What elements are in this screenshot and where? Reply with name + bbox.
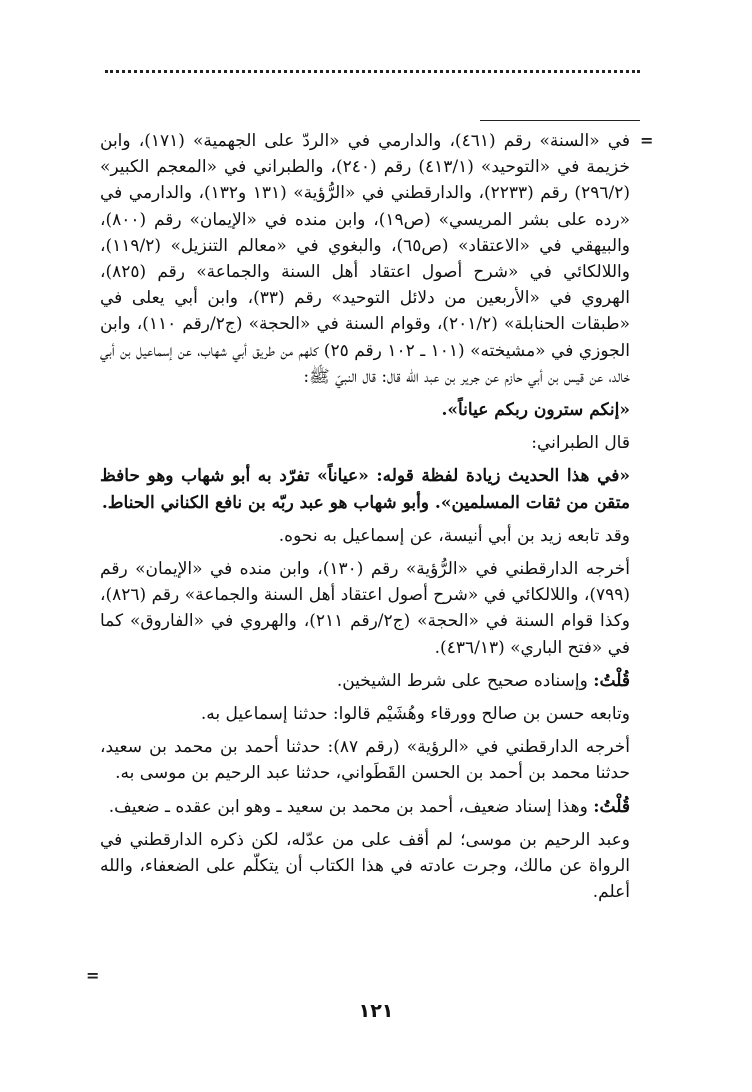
footnote-paragraph-5: وقد تابعه زيد بن أبي أنيسة، عن إسماعيل به نحوه. [278, 525, 630, 546]
footnote-paragraph-9: أخرجه الدارقطني في «الرؤية» (رقم ٨٧): حدثنا أحمد بن محمد بن سعيد، حدثنا محمد بن أحمد بن الحسن القَطَواني، حدثنا عبد الرحيم بن موسى به. [100, 737, 630, 784]
tabarani-quote: «في هذا الحديث زيادة لفظة قوله: «عياناً» تفرّد به أبو شهاب وهو حافظ متقن من ثقات المسلمين». وأبو شهاب هو عبد ربّه بن نافع الكناني الحناط. [100, 466, 630, 513]
footnote-body [100, 128, 630, 912]
footnote-paragraph-1: في «السنة» رقم (٤٦١)، والدارمي في «الردّ على الجهمية» (١٧١)، وابن خزيمة في «التوحيد» (٤١٣/١) رقم (٢٤٠)، والطبراني في «المعجم الكبير» (٢٩٦/٢) رقم (٢٢٣٣)، والدارقطني في «الرُّؤية» (١٣١ و١٣٢)، والدارمي في «رده على بشر المريسي» (ص١٩)، وابن منده في «الإيمان» رقم (٨٠٠)، والبيهقي في «الاعتقاد» (ص٦٥)، والبغوي في «معالم التنزيل» (١١٩/٢)، واللالكائي في «شرح أصول اعتقاد أهل السنة والجماعة» رقم (٨٢٥)، الهروي في «الأربعين من دلائل التوحيد» رقم (٣٣)، وابن أبي يعلى في «طبقات الحنابلة» (٢٠١/٢)، وقوام السنة في «الحجة» (ج٢/رقم ١١٠)، وابن الجوزي في «مشيخته» (١٠١ ـ ١٠٢ رقم ٢٥) كلهم من طريق أبي شهاب، عن إسماعيل بن أبي خالد، عن قيس بن أبي حازم عن جرير بن عبد الله قال: قال النبيّ ﷺ: [100, 131, 630, 387]
footnote-end-mark: = [86, 966, 100, 985]
qult-text: وهذا إسناد ضعيف، أحمد بن محمد بن سعيد ـ وهو ابن عقده ـ ضعيف. [108, 796, 594, 817]
footnote-paragraph-10 [100, 794, 630, 820]
qult-label: قُلْتُ: [593, 796, 630, 817]
footnote-separator-rule [480, 120, 640, 121]
footnote-paragraph-3: قال الطبراني: [531, 433, 630, 454]
footnote-continuation-mark: = [640, 131, 654, 150]
footnote-paragraph-6: أخرجه الدارقطني في «الرُّؤية» رقم (١٣٠)، وابن منده في «الإيمان» رقم (٧٩٩)، واللالكائي في «شرح أصول اعتقاد أهل السنة والجماعة» رقم (٨٢٦)، وكذا قوام السنة في «الحجة» (ج٢/رقم ٢١١)، والهروي في «الفاروق» كما في «فتح الباري» (٤٣٦/١٣). [100, 559, 631, 658]
footnote-paragraph-11: وعبد الرحيم بن موسى؛ لم أقف على من عدّله، لكن ذكره الدارقطني في الرواة عن مالك، وجرت عادته في هذا الكتاب أن يتكلّم على الضعفاء، والله أعلم. [100, 829, 630, 903]
qult-label: قُلْتُ: [593, 670, 630, 691]
header-dotted-rule [105, 70, 640, 73]
qult-text: وإسناده صحيح على شرط الشيخين. [336, 670, 594, 691]
footnote-paragraph-7 [100, 668, 630, 694]
footnote-paragraph-8: وتابعه حسن بن صالح وورقاء وهُشَيْم قالوا: حدثنا إسماعيل به. [200, 704, 630, 725]
page-number: ١٢١ [358, 1000, 394, 1022]
hadith-quote: «إنكم سترون ربكم عياناً». [441, 400, 630, 421]
